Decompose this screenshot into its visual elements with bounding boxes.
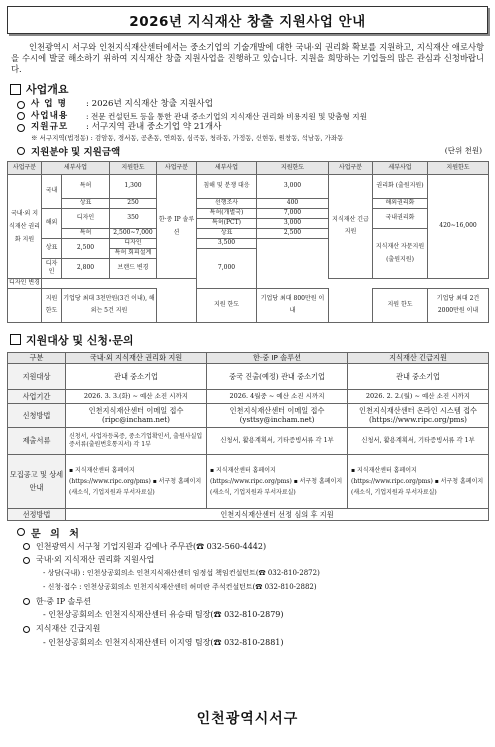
overview-list bbox=[7, 99, 488, 158]
circle-bullet-icon bbox=[23, 557, 30, 564]
contact-line: - 인천상공회의소 인천지식재산센터 이지영 팀장(☎ 032-810-2881) bbox=[43, 638, 284, 648]
footer-organization: 인천광역시서구 bbox=[196, 711, 299, 727]
contact-line: 국내·외 지식재산 권리화 지원사업 bbox=[17, 553, 488, 567]
circle-bullet-icon bbox=[23, 626, 30, 633]
contact-line: 한·중 IP 솔루션 bbox=[17, 595, 488, 609]
bullet-circle-icon bbox=[17, 124, 25, 132]
overview-item: 사 업 명 : 2026년 지식재산 창출 지원사업 bbox=[17, 99, 488, 111]
document bbox=[7, 6, 488, 650]
circle-bullet-icon bbox=[23, 543, 30, 550]
district-note: ※ 서구지역(법정동) : 검암동, 경서동, 공촌동, 연희동, 심곡동, 청라동, 가정동, 신현동, 원창동, 석남동, 가좌동 bbox=[31, 133, 344, 142]
table-header-row: 구분 국내·외 지식재산 권리화 지원 한·중 IP 솔루션 지식재산 긴급지원 bbox=[8, 352, 489, 363]
contact-line: 지식재산 긴급지원 bbox=[17, 622, 488, 636]
table-row: 사업기간 2026. 3. 3.(화) ~ 예산 소진 시까지 2026. 4월중 ~ 예산 소진 시까지 2026. 2. 2.(월) ~ 예산 소진 시까지 bbox=[8, 389, 489, 403]
table-row: 국내·외 지식재산 권리화 지원 국내 특허 1,300 한·중 IP 솔루션 침해 및 분쟁 대응 3,000 지식재산 긴급지원 권리화 (출원지원) 420~16,000 bbox=[8, 174, 489, 198]
checkbox-square-icon bbox=[10, 84, 21, 95]
bullet-circle-icon bbox=[17, 112, 25, 120]
support-amount-header: 지원분야 및 지원금액 (단위 천원) bbox=[17, 144, 488, 158]
table-row: 지원대상 관내 중소기업 중국 진출(예정) 관내 중소기업 관내 중소기업 bbox=[8, 363, 489, 389]
support-amount-table: 사업구분 세부사업 지원한도 사업구분 세부사업 지원한도 사업구분 세부사업 지원한도 국내·외 지식재산 권리화 지원 국내 특허 1,300 한·중 IP 솔루션 침해 및 분쟁 대응 3,000 지식재산 긴급지원 권리화 (출원지원) 420~16,000 상표 250 선행조사 400 해외권리화 해외 디자인 350 특허(개별국) 7,000 국내권리화 특허(PCT) 3,000 특허 2,500~7,000 상표 2,500 지식재산 자문지원 (출원지원) 상표 2,500 디자인 3,500 특허 회피설계 7,000 디자인 2,800 브랜드 변경 디자인 변경 지원 한도 기업당 최대 3천만원(3건 이내), 해외는 5건 지원 지원 한도 기업당 최대 800만원 이내 지원 한도 기업당 최대 2건 2000만원 이내 bbox=[7, 161, 489, 323]
table-limit-row: 지원 한도 기업당 최대 3천만원(3건 이내), 해외는 5건 지원 지원 한도 기업당 최대 800만원 이내 지원 한도 기업당 최대 2건 2000만원 이내 bbox=[8, 288, 489, 322]
contact-list bbox=[17, 540, 488, 650]
table-header-row: 사업구분 세부사업 지원한도 사업구분 세부사업 지원한도 사업구분 세부사업 지원한도 bbox=[8, 161, 489, 174]
table-row: 특허(PCT) 3,000 bbox=[8, 218, 489, 228]
section-apply-header bbox=[7, 332, 488, 348]
intro-paragraph: 인천광역시 서구와 인천지식재산센터에서는 중소기업의 기술개발에 대한 국내·외 권리화 확보를 지원하고, 지식재산 애로사항을 수시에 발굴 해소하기 위하여 지식재산 창출 지원사업을 진행하고 있습니다. 지원을 희망하는 기업들의 많은 관심과 신청바랍니다. bbox=[11, 42, 484, 74]
table-row: 특허 2,500~7,000 상표 2,500 지식재산 자문지원 (출원지원) bbox=[8, 228, 489, 238]
section-overview-header bbox=[7, 81, 488, 97]
contact-line: - 인천상공회의소 인천지식재산센터 유승태 팀장(☎ 032-810-2879) bbox=[43, 610, 284, 620]
checkbox-square-icon bbox=[10, 334, 21, 345]
section-overview-title: 사업개요 bbox=[26, 83, 69, 96]
bullet-circle-icon bbox=[17, 528, 25, 536]
table-row: 해외 디자인 350 특허(개별국) 7,000 국내권리화 bbox=[8, 208, 489, 218]
table-row: 상표 2,500 디자인 3,500 bbox=[8, 238, 489, 248]
table-row: 제출서류 신청서, 사업자등록증, 중소기업확인서, 출원사실입증서류(출원번호통지서) 각 1부 신청서, 활용계획서, 기타증빙서류 각 1부 신청서, 활용계획서, 기타증빙서류 각 1부 bbox=[8, 427, 489, 454]
contact-line: - 상담(국내) : 인천상공회의소 인천지식재산센터 임정섭 책임컨설턴트(☎ 032-810-2872) bbox=[43, 569, 320, 578]
table-row: 디자인 2,800 브랜드 변경 bbox=[8, 258, 489, 278]
contact-line: 인천광역시 서구청 기업지원과 김예나 주무관(☎ 032-560-4442) bbox=[17, 540, 488, 554]
contact-header: 문 의 처 bbox=[17, 525, 488, 540]
table-row: 신청방법 인천지식재산센터 이메일 접수 (ripc@incham.net) 인천지식재산센터 이메일 접수 (ysttsy@incham.net) 인천지식재산센터 온라인 시스템 접수 (https://www.ripc.org/pms) bbox=[8, 403, 489, 427]
unit-label: (단위 천원) bbox=[444, 146, 482, 155]
bullet-circle-icon bbox=[17, 147, 25, 155]
circle-bullet-icon bbox=[23, 598, 30, 605]
overview-item: 지원규모 : 서구지역 관내 중소기업 약 21개사 bbox=[17, 122, 488, 134]
application-table bbox=[7, 352, 489, 521]
overview-item: 사업내용 : 전문 컨설턴트 등을 통한 관내 중소기업의 지식재산 권리화 비용지원 및 맞춤형 지원 bbox=[17, 111, 488, 123]
contact-line: - 신청·접수 : 인천상공회의소 인천지식재산센터 허미란 주석컨설턴트(☎ 032-810-2882) bbox=[43, 582, 317, 591]
table-row: 모집공고 및 상세안내 ▪ 지식재산센터 홈페이지 (https://www.ripc.org/pms) ▪ 서구청 홈페이지 (새소식, 기업지원과 부서자료실) ▪ 지식재산센터 홈페이지 (https://www.ripc.org/pms) ▪ 서구청 홈페이지 (새소식, 기업지원과 부서자료실) ▪ 지식재산센터 홈페이지 (https://www.ripc.org/pms) ▪ 서구청 홈페이지 (새소식, 기업지원과 부서자료실) bbox=[8, 454, 489, 508]
table-row: 선정방법 인천지식재산센터 선정 심의 후 지원 bbox=[8, 508, 489, 520]
section-apply-title: 지원대상 및 신청·문의 bbox=[26, 333, 134, 347]
table-row: 특허 회피설계 7,000 bbox=[8, 248, 489, 258]
bullet-circle-icon bbox=[17, 101, 25, 109]
page-title: 2026년 지식재산 창출 지원사업 안내 bbox=[7, 6, 488, 34]
table-row: 디자인 변경 bbox=[9, 279, 40, 286]
